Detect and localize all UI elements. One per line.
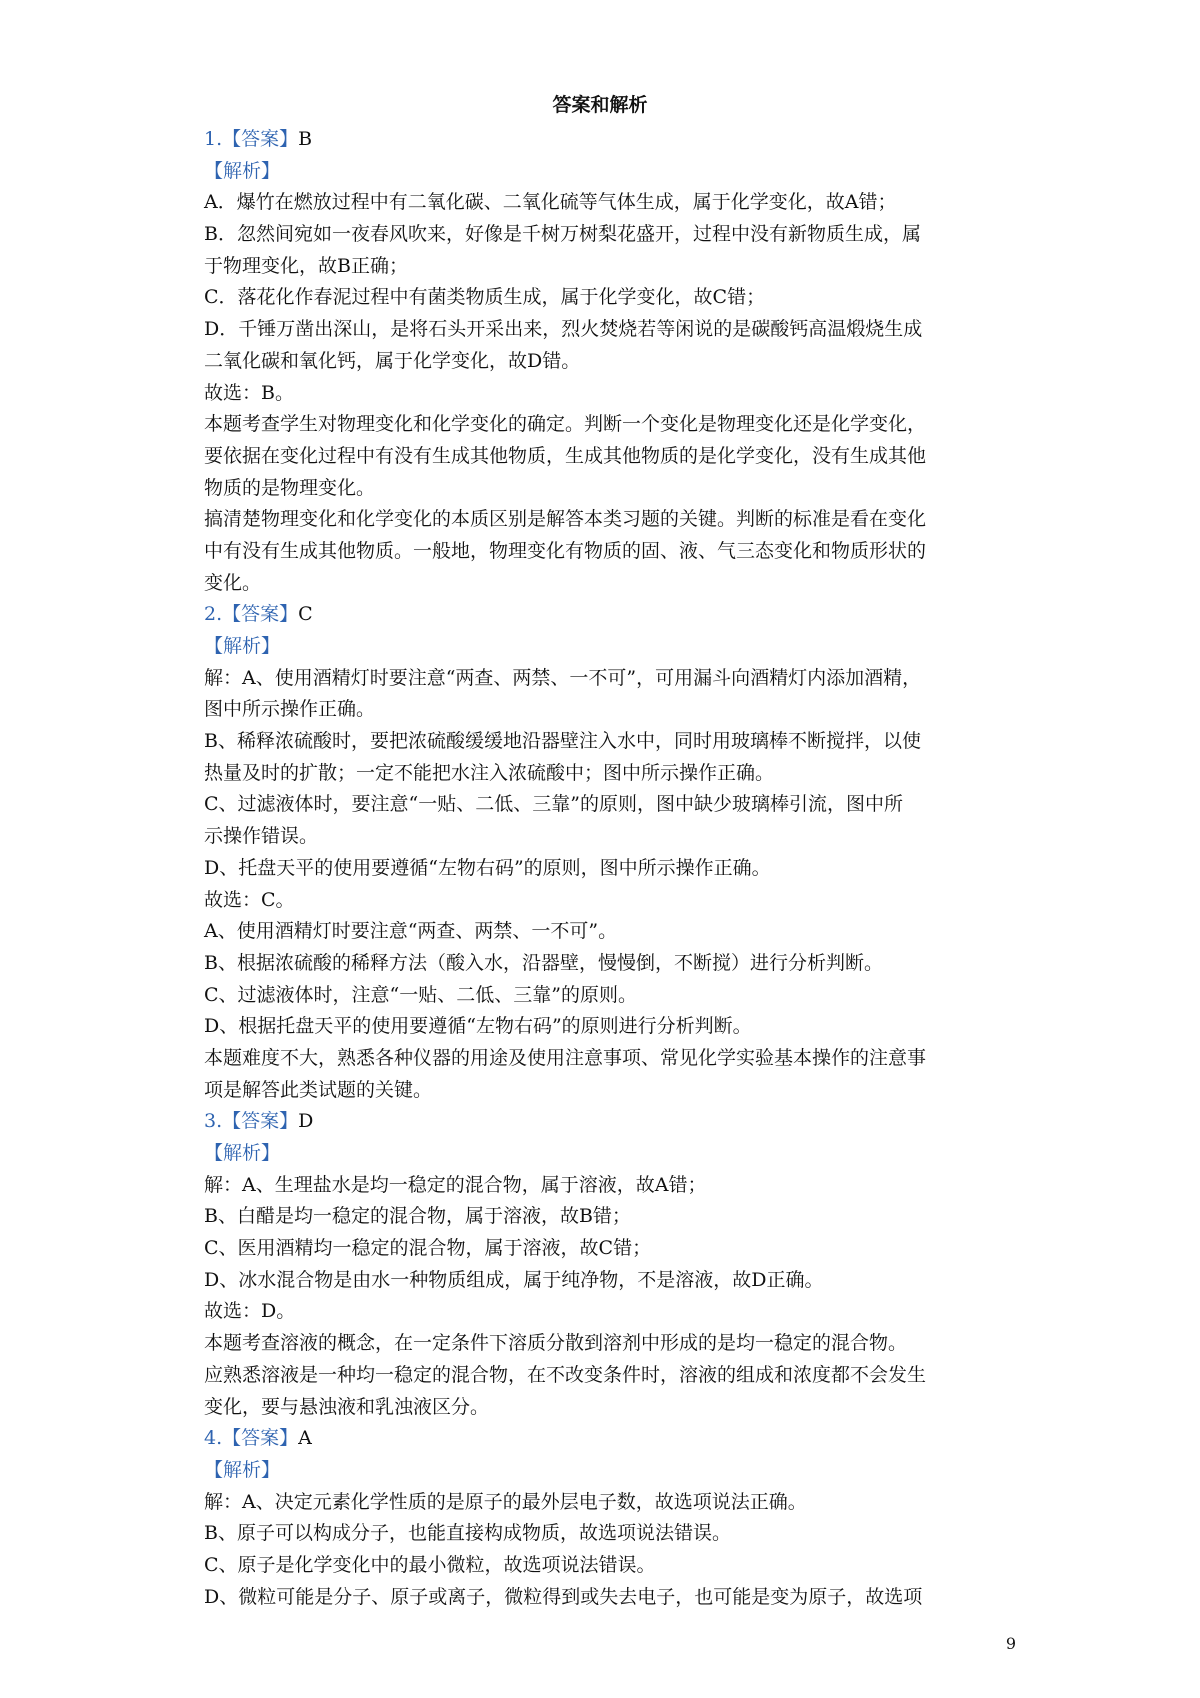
text-line xyxy=(204,1582,1004,1614)
line-text: 变化。 xyxy=(204,571,262,594)
line-text: 故选：C。 xyxy=(204,888,295,911)
text-line xyxy=(204,1360,1004,1392)
answer-label: 2.【答案】 xyxy=(204,603,299,626)
text-line xyxy=(204,1170,1004,1202)
page-number: 9 xyxy=(1005,1634,1016,1653)
answer-value: C xyxy=(298,603,313,626)
line-text: D、微粒可能是分子、原子或离子，微粒得到或失去电子，也可能是变为原子，故选项 xyxy=(204,1585,923,1608)
line-text: C、医用酒精均一稳定的混合物，属于溶液，故C错； xyxy=(204,1237,652,1260)
analysis-heading xyxy=(204,156,1004,188)
text-line xyxy=(204,1011,1004,1043)
answer-value: D xyxy=(298,1110,314,1133)
analysis-label: 【解析】 xyxy=(204,159,281,182)
line-text: 中有没有生成其他物质。一般地，物理变化有物质的固、液、气三态变化和物质形状的 xyxy=(204,539,927,562)
line-text: 项是解答此类试题的关键。 xyxy=(204,1078,433,1101)
text-line xyxy=(204,282,1004,314)
answer-line xyxy=(204,1106,1004,1138)
line-text: 解：A、决定元素化学性质的是原子的最外层电子数，故选项说法正确。 xyxy=(204,1490,807,1513)
line-text: A、使用酒精灯时要注意“两查、两禁、一不可”。 xyxy=(204,920,618,943)
page-title: 答案和解析 xyxy=(552,94,648,116)
line-text: B、稀释浓硫酸时，要把浓硫酸缓缓地沿器壁注入水中，同时用玻璃棒不断搅拌，以使 xyxy=(204,730,921,753)
line-text: 于物理变化，故B正确； xyxy=(204,254,408,277)
text-line xyxy=(204,916,1004,948)
line-text: 要依据在变化过程中有没有生成其他物质，生成其他物质的是化学变化，没有生成其他 xyxy=(204,444,927,467)
line-text: 解：A、生理盐水是均一稳定的混合物，属于溶液，故A错； xyxy=(204,1173,707,1196)
line-text: 示操作错误。 xyxy=(204,825,319,848)
analysis-label: 【解析】 xyxy=(204,635,281,657)
text-line xyxy=(204,187,1004,219)
text-line xyxy=(204,980,1004,1012)
answer-label: 1.【答案】 xyxy=(204,128,299,150)
line-text: D、托盘天平的使用要遵循“左物右码”的原则，图中所示操作正确。 xyxy=(204,856,771,879)
line-text: D、根据托盘天平的使用要遵循“左物右码”的原则进行分析判断。 xyxy=(204,1015,752,1038)
line-text: C、原子是化学变化中的最小微粒，故选项说法错误。 xyxy=(204,1553,656,1576)
answer-value: A xyxy=(298,1427,312,1450)
text-line xyxy=(204,536,1004,568)
line-text: C、过滤液体时，要注意“一贴、二低、三靠”的原则，图中缺少玻璃棒引流，图中所 xyxy=(204,793,903,816)
answer-line xyxy=(204,124,1004,156)
text-line xyxy=(204,853,1004,885)
line-text: 解：A、使用酒精灯时要注意“两查、两禁、一不可”，可用漏斗向酒精灯内添加酒精， xyxy=(204,666,922,689)
text-line xyxy=(204,378,1004,410)
analysis-label: 【解析】 xyxy=(204,1142,281,1164)
line-text: B．忽然间宛如一夜春风吹来，好像是千树万树梨花盛开，过程中没有新物质生成，属 xyxy=(204,223,921,246)
line-text: C、过滤液体时，注意“一贴、二低、三靠”的原则。 xyxy=(204,983,637,1006)
text-line xyxy=(204,1392,1004,1424)
line-text: 本题考查学生对物理变化和化学变化的确定。判断一个变化是物理变化还是化学变化， xyxy=(204,413,927,436)
answer-value: B xyxy=(298,128,313,150)
text-line xyxy=(204,441,1004,473)
line-text: 应熟悉溶液是一种均一稳定的混合物，在不改变条件时，溶液的组成和浓度都不会发生 xyxy=(204,1363,927,1386)
answer-line xyxy=(204,599,1004,631)
text-line xyxy=(204,1233,1004,1265)
analysis-heading xyxy=(204,1455,1004,1487)
text-line xyxy=(204,409,1004,441)
answer-label: 3.【答案】 xyxy=(204,1110,299,1133)
line-text: B、根据浓硫酸的稀释方法（酸入水，沿器壁，慢慢倒，不断搅）进行分析判断。 xyxy=(204,951,883,974)
text-line xyxy=(204,789,1004,821)
text-line xyxy=(204,1296,1004,1328)
line-text: 二氧化碳和氧化钙，属于化学变化，故D错。 xyxy=(204,349,581,372)
line-text: D．千锤万凿出深山，是将石头开采出来，烈火焚烧若等闲说的是碳酸钙高温煅烧生成 xyxy=(204,318,923,341)
line-text: 图中所示操作正确。 xyxy=(204,698,376,721)
answer-line xyxy=(204,1423,1004,1455)
line-text: 热量及时的扩散；一定不能把水注入浓硫酸中；图中所示操作正确。 xyxy=(204,761,775,784)
text-line xyxy=(204,726,1004,758)
line-text: B、白醋是均一稳定的混合物，属于溶液，故B错； xyxy=(204,1205,631,1228)
text-line xyxy=(204,821,1004,853)
text-line xyxy=(204,346,1004,378)
text-line xyxy=(204,1265,1004,1297)
line-text: 故选：B。 xyxy=(204,381,294,404)
analysis-heading xyxy=(204,631,1004,663)
text-line xyxy=(204,1075,1004,1107)
analysis-heading xyxy=(204,1138,1004,1170)
text-line xyxy=(204,1487,1004,1519)
text-line xyxy=(204,1328,1004,1360)
text-line xyxy=(204,504,1004,536)
line-text: 搞清楚物理变化和化学变化的本质区别是解答本类习题的关键。判断的标准是看在变化 xyxy=(204,508,927,531)
text-line xyxy=(204,1518,1004,1550)
text-line xyxy=(204,885,1004,917)
line-text: 本题考查溶液的概念，在一定条件下溶质分散到溶剂中形成的是均一稳定的混合物。 xyxy=(204,1332,908,1355)
line-text: A．爆竹在燃放过程中有二氧化碳、二氧化硫等气体生成，属于化学变化，故A错； xyxy=(204,191,897,214)
line-text: D、冰水混合物是由水一种物质组成，属于纯净物，不是溶液，故D正确。 xyxy=(204,1268,824,1291)
text-line xyxy=(204,1043,1004,1075)
answer-content xyxy=(204,124,1004,1613)
analysis-label: 【解析】 xyxy=(204,1458,281,1481)
text-line xyxy=(204,694,1004,726)
text-line xyxy=(204,758,1004,790)
text-line xyxy=(204,251,1004,283)
line-text: 故选：D。 xyxy=(204,1300,296,1323)
text-line xyxy=(204,568,1004,600)
answer-label: 4.【答案】 xyxy=(204,1427,299,1450)
line-text: 变化，要与悬浊液和乳浊液区分。 xyxy=(204,1395,490,1418)
text-line xyxy=(204,1550,1004,1582)
text-line xyxy=(204,663,1004,695)
text-line xyxy=(204,473,1004,505)
line-text: B、原子可以构成分子，也能直接构成物质，故选项说法错误。 xyxy=(204,1522,731,1545)
text-line xyxy=(204,219,1004,251)
text-line xyxy=(204,948,1004,980)
line-text: 本题难度不大，熟悉各种仪器的用途及使用注意事项、常见化学实验基本操作的注意事 xyxy=(204,1046,927,1069)
line-text: 物质的是物理变化。 xyxy=(204,476,376,499)
text-line xyxy=(204,1201,1004,1233)
line-text: C．落花化作春泥过程中有菌类物质生成，属于化学变化，故C错； xyxy=(204,286,766,309)
text-line xyxy=(204,314,1004,346)
